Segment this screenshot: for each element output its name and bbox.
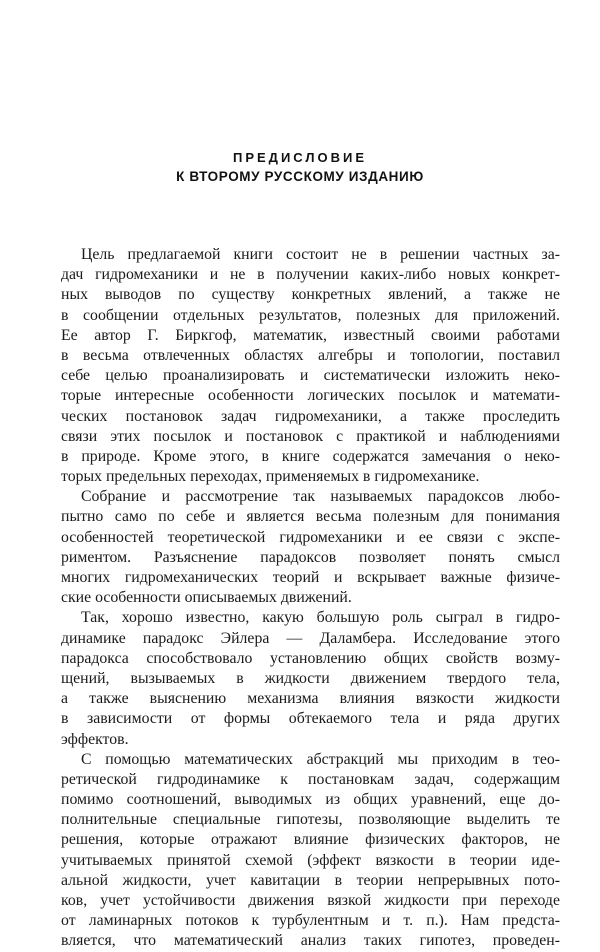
- body-text: [61, 245, 560, 952]
- text-line: от ламинарных потоков к турбулентным и т. п.). Нам предста-: [61, 912, 560, 930]
- text-line: особенностей теоретической гидромеханики и ее связи с экспе-: [61, 528, 560, 546]
- text-line: динамике парадокс Эйлера — Даламбера. Исследование этого: [61, 629, 560, 647]
- text-line: ские особенности описываемых движений.: [61, 589, 352, 607]
- text-line: торых предельных переходах, применяемых в гидромеханике.: [61, 468, 480, 486]
- text-line: связи этих посылок и постановок с практикой и наблюдениями: [61, 427, 560, 445]
- heading-title: ПРЕДИСЛОВИЕ: [233, 150, 367, 165]
- text-line: в сообщении отдельных результатов, полезных для приложений.: [61, 306, 560, 324]
- text-line: себе целью проанализировать и систематически изложить неко-: [61, 367, 560, 385]
- text-line: риментом. Разъяснение парадоксов позволяет понять смысл: [61, 548, 560, 566]
- text-line: ческих постановок задач гидромеханики, а также проследить: [61, 407, 560, 425]
- text-line: С помощью математических абстракций мы приходим в тео-: [81, 750, 560, 768]
- text-line: многих гидромеханических теорий и вскрывает важные физиче-: [61, 569, 560, 586]
- text-line: дач гидромеханики и не в получении каких-либо новых конкрет-: [61, 266, 560, 284]
- text-line: щений, вызываемых в жидкости движением твердого тела,: [61, 669, 560, 687]
- text-line: полнительные специальные гипотезы, позволяющие выделить те: [61, 811, 560, 829]
- text-line: эффектов.: [61, 730, 129, 748]
- text-line: ретической гидродинамике к постановкам задач, содержащим: [61, 770, 560, 788]
- text-line: помимо соотношений, выводимых из общих уравнений, еще до-: [61, 791, 560, 809]
- text-line: а также выяснению механизма влияния вязкости жидкости: [61, 690, 560, 708]
- text-line: Ее автор Г. Биркгоф, математик, известный своими работами: [61, 326, 560, 344]
- text-line: Так, хорошо известно, какую большую роль сыграл в гидро-: [81, 609, 560, 627]
- text-line: в весьма отвлеченных областях алгебры и топологии, поставил: [61, 346, 560, 364]
- text-line: пытно само по себе и является весьма полезным для понимания: [61, 508, 560, 526]
- text-line: в природе. Кроме этого, в книге содержатся замечания о неко-: [61, 447, 560, 465]
- text-line: учитываемых принятой схемой (эффект вязкости в теории иде-: [61, 851, 560, 869]
- text-line: Цель предлагаемой книги состоит не в решении частных за-: [81, 246, 560, 263]
- text-line: Собрание и рассмотрение так называемых парадоксов любо-: [81, 488, 560, 506]
- text-line: парадокса способствовало установлению общих свойств возму-: [61, 649, 560, 667]
- text-line: ков, учет устойчивости движения вязкой жидкости при переходе: [61, 892, 560, 909]
- text-line: альной жидкости, учет кавитации в теории непрерывных пото-: [61, 871, 560, 889]
- text-line: торые интересные особенности логических посылок и математи-: [61, 387, 560, 405]
- text-line: в зависимости от формы обтекаемого тела и ряда других: [61, 710, 560, 728]
- text-line: вляется, что математический анализ таких гипотез, проведен-: [61, 932, 560, 950]
- heading-subtitle: К ВТОРОМУ РУССКОМУ ИЗДАНИЮ: [176, 169, 424, 184]
- text-line: ных выводов по существу конкретных явлений, а также не: [61, 286, 560, 304]
- text-line: решения, которые отражают влияние физических факторов, не: [61, 831, 560, 849]
